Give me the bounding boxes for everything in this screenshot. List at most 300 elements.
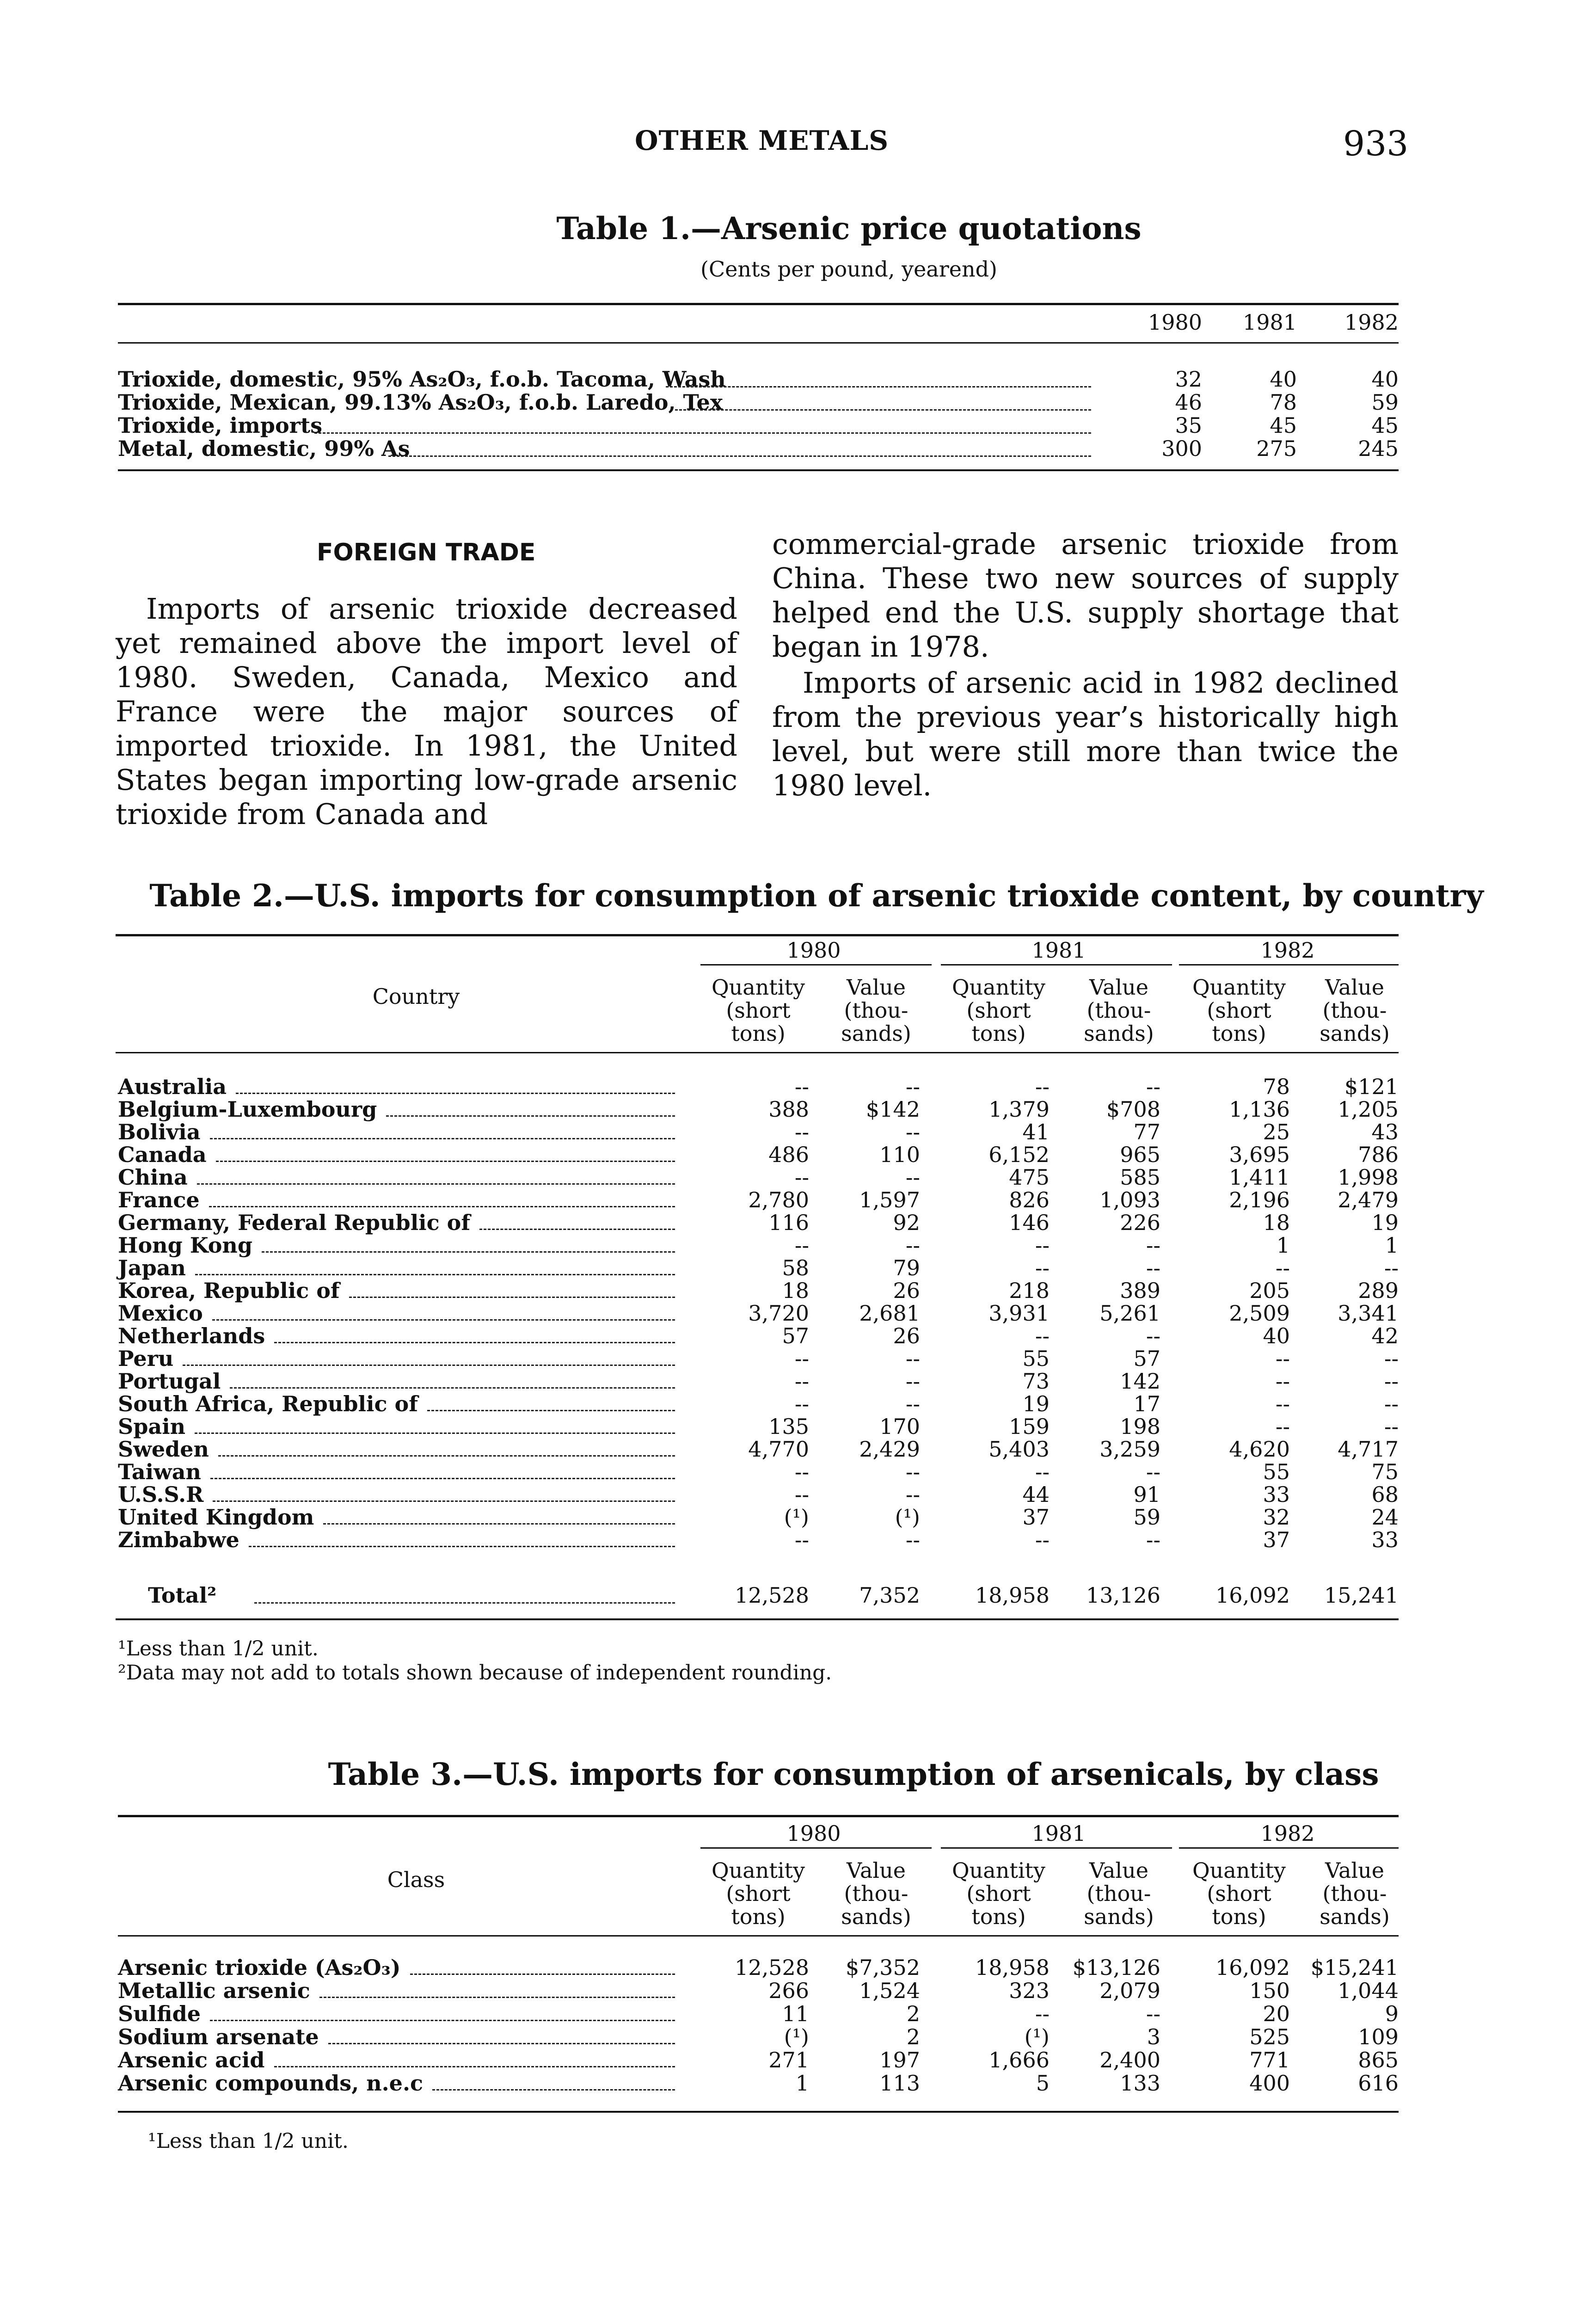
table2-cell: 1,411 — [1229, 1165, 1290, 1190]
table2-cell: 110 — [879, 1142, 920, 1167]
table2-leader — [230, 1387, 675, 1389]
table2-cell: 826 — [1009, 1187, 1050, 1212]
subheader-line: Quantity — [711, 975, 805, 1000]
table2-cell: -- — [1146, 1527, 1160, 1552]
table2-cell: 388 — [768, 1097, 809, 1122]
table2-cell: 17 — [1133, 1391, 1160, 1416]
table2-total-cell: 12,528 — [735, 1583, 809, 1608]
table1-cell: 45 — [1371, 413, 1399, 438]
table2-cell: 18 — [782, 1278, 809, 1303]
table1-leader — [675, 409, 1091, 411]
table2-row-label: France — [118, 1187, 200, 1212]
table3-cell: 323 — [1009, 1978, 1050, 2003]
table2-cell: 55 — [1263, 1459, 1290, 1484]
table2-cell: 42 — [1371, 1323, 1399, 1348]
subheader-line: Quantity — [1192, 975, 1286, 1000]
table2-cell: 218 — [1009, 1278, 1050, 1303]
table2-leader — [236, 1093, 675, 1094]
subheader-line: (short — [1207, 998, 1271, 1023]
table1-cell: 35 — [1175, 413, 1202, 438]
table3-year-rule-1981 — [941, 1847, 1172, 1849]
table3-year-1981: 1981 — [1031, 1821, 1086, 1846]
table2-cell: 91 — [1133, 1482, 1160, 1507]
table1-cell: 45 — [1270, 413, 1297, 438]
table2-cell: -- — [1035, 1233, 1050, 1258]
table2-cell: 41 — [1022, 1119, 1050, 1144]
table2-cell: 6,152 — [988, 1142, 1050, 1167]
table1-bottom-rule — [118, 469, 1399, 471]
table1-cell: 32 — [1175, 367, 1202, 392]
table2-leader — [213, 1500, 675, 1502]
table1-cell: 78 — [1270, 390, 1297, 415]
table3-year-rule-1980 — [700, 1847, 932, 1849]
table2-row-label: Sweden — [118, 1437, 209, 1462]
subheader-line: tons) — [731, 1021, 786, 1046]
table2-cell: -- — [905, 1391, 920, 1416]
table2-row-label: Mexico — [118, 1301, 203, 1326]
table2-cell: 58 — [782, 1255, 809, 1280]
subheader-line: Quantity — [951, 1858, 1046, 1883]
table3-row-label: Sulfide — [118, 2001, 201, 2026]
table3-year-rule-1982 — [1179, 1847, 1399, 1849]
table2-cell: -- — [1035, 1255, 1050, 1280]
table2-cell: -- — [794, 1346, 809, 1371]
table3-cell: 1,524 — [859, 1978, 920, 2003]
table2-cell: 198 — [1120, 1414, 1160, 1439]
table2-row-label: South Africa, Republic of — [118, 1391, 418, 1416]
table2-cell: 73 — [1022, 1369, 1050, 1394]
table1-cell: 40 — [1371, 367, 1399, 392]
table2-cell: 116 — [768, 1210, 809, 1235]
subheader-qty-1981 — [943, 1859, 1054, 1928]
table1-top-rule — [118, 303, 1399, 305]
table3-cell: (¹) — [784, 2024, 809, 2049]
table2-cell: -- — [905, 1165, 920, 1190]
table3-cell: 197 — [879, 2048, 920, 2072]
table2-cell: 2,780 — [748, 1187, 809, 1212]
table1-leader — [388, 455, 1091, 457]
subheader-line: (short — [726, 998, 791, 1023]
table2-total-cell: 18,958 — [975, 1583, 1050, 1608]
table2-cell: 18 — [1263, 1210, 1290, 1235]
subheader-line: Value — [847, 1858, 906, 1883]
table2-cell: 389 — [1120, 1278, 1160, 1303]
table3-cell: 2 — [906, 2024, 920, 2049]
table2-cell: -- — [1275, 1346, 1290, 1371]
table2-cell: 2,681 — [859, 1301, 920, 1326]
table2-cell: 68 — [1371, 1482, 1399, 1507]
table2-leader — [216, 1161, 675, 1162]
table2-cell: 1,379 — [988, 1097, 1050, 1122]
table2-bottom-rule — [116, 1618, 1399, 1620]
table1-cell: 40 — [1270, 367, 1297, 392]
table3-cell: 109 — [1358, 2024, 1399, 2049]
subheader-line: (thou- — [1322, 998, 1387, 1023]
table2-cell: 4,620 — [1229, 1437, 1290, 1462]
subheader-line: tons) — [1212, 1904, 1266, 1929]
table2-cell: -- — [794, 1482, 809, 1507]
table1-cell: 59 — [1371, 390, 1399, 415]
subheader-qty-1980 — [703, 1859, 814, 1928]
table2-cell: -- — [1146, 1074, 1160, 1099]
table2-cell: 78 — [1263, 1074, 1290, 1099]
table2-row-label: Hong Kong — [118, 1233, 253, 1258]
table2-cell: 25 — [1263, 1119, 1290, 1144]
table2-header-rule — [116, 1052, 1399, 1053]
table2-cell: $708 — [1106, 1097, 1160, 1122]
table2-total-cell: 7,352 — [859, 1583, 920, 1608]
table3-cell: 20 — [1263, 2001, 1290, 2026]
table3-cell: 1,044 — [1338, 1978, 1399, 2003]
table2-cell: -- — [1384, 1346, 1399, 1371]
table3-cell: 133 — [1120, 2071, 1160, 2096]
table2-footnote-2: ²Data may not add to totals shown because of independent rounding. — [118, 1661, 832, 1685]
table2-leader — [386, 1115, 675, 1117]
subheader-line: (short — [1207, 1881, 1271, 1906]
table2-row-label: Netherlands — [118, 1323, 265, 1348]
table2-cell: 92 — [893, 1210, 920, 1235]
table2-total-cell: 15,241 — [1324, 1583, 1399, 1608]
table2-cell: -- — [1146, 1233, 1160, 1258]
subheader-qty-1981 — [943, 976, 1054, 1045]
table3-cell: 5 — [1036, 2071, 1050, 2096]
table2-cell: 205 — [1249, 1278, 1290, 1303]
subheader-line: sands) — [1084, 1021, 1154, 1046]
table1-leader — [666, 386, 1091, 387]
table2-leader — [218, 1455, 675, 1457]
table3-cell: 525 — [1249, 2024, 1290, 2049]
table2-cell: 146 — [1009, 1210, 1050, 1235]
table2-year-rule-1982 — [1179, 964, 1399, 965]
table3-row-label: Arsenic trioxide (As₂O₃) — [118, 1955, 401, 1980]
subheader-line: Quantity — [711, 1858, 805, 1883]
table3-cell: 1 — [795, 2071, 809, 2096]
table1-cell: 46 — [1175, 390, 1202, 415]
table2-cell: -- — [905, 1369, 920, 1394]
table2-row-label: Canada — [118, 1142, 207, 1167]
table2-cell: -- — [905, 1482, 920, 1507]
table2-cell: -- — [1384, 1369, 1399, 1394]
table3-cell: 271 — [768, 2048, 809, 2072]
table2-total-leader — [254, 1602, 675, 1604]
table2-cell: 226 — [1120, 1210, 1160, 1235]
table2-top-rule — [116, 934, 1399, 936]
table2-cell: -- — [794, 1391, 809, 1416]
table2-cell: -- — [1384, 1255, 1399, 1280]
subheader-line: (short — [726, 1881, 791, 1906]
table2-cell: -- — [794, 1165, 809, 1190]
table2-leader — [249, 1546, 675, 1547]
table2-cell: 1,998 — [1338, 1165, 1399, 1190]
table2-cell: -- — [1275, 1391, 1290, 1416]
table2-footnote-1: ¹Less than 1/2 unit. — [118, 1637, 319, 1660]
table2-cell: 486 — [768, 1142, 809, 1167]
table2-cell: -- — [1035, 1527, 1050, 1552]
table3-leader — [274, 2066, 675, 2067]
table3-cell: 9 — [1385, 2001, 1399, 2026]
table3-cell: 616 — [1358, 2071, 1399, 2096]
table2-cell: -- — [905, 1233, 920, 1258]
table2-cell: 786 — [1358, 1142, 1399, 1167]
table2-leader — [197, 1183, 675, 1185]
table2-cell: -- — [794, 1233, 809, 1258]
table3-bottom-rule — [118, 2111, 1399, 2113]
table1-row-label: Metal, domestic, 99% As — [118, 436, 410, 461]
subheader-line: (short — [966, 998, 1031, 1023]
table2-cell: 2,479 — [1338, 1187, 1399, 1212]
table2-leader — [479, 1229, 675, 1230]
table2-cell: 57 — [1133, 1346, 1160, 1371]
table2-cell: 19 — [1371, 1210, 1399, 1235]
table1-subtitle: (Cents per pound, yearend) — [700, 257, 997, 282]
subheader-line: Value — [1325, 1858, 1384, 1883]
subheader-value-1981 — [1073, 1859, 1165, 1928]
table2-cell: 1,136 — [1229, 1097, 1290, 1122]
subheader-qty-1980 — [703, 976, 814, 1045]
table2-leader — [210, 1478, 675, 1479]
table3-cell: -- — [1035, 2001, 1050, 2026]
table2-leader — [427, 1410, 675, 1411]
table2-cell: 965 — [1120, 1142, 1160, 1167]
table2-cell: -- — [1146, 1255, 1160, 1280]
table2-cell: 585 — [1120, 1165, 1160, 1190]
table3-footnote-1: ¹Less than 1/2 unit. — [148, 2129, 349, 2153]
table3-cell: 12,528 — [735, 1955, 809, 1980]
table2-cell: -- — [1275, 1255, 1290, 1280]
subheader-value-1982 — [1308, 1859, 1401, 1928]
subheader-value-1980 — [830, 976, 922, 1045]
subheader-line: sands) — [1320, 1904, 1390, 1929]
table2-cell: 4,717 — [1338, 1437, 1399, 1462]
table2-cell: (¹) — [895, 1505, 920, 1530]
table2-cell: (¹) — [784, 1505, 809, 1530]
table2-row-label: Spain — [118, 1414, 186, 1439]
table2-leader — [195, 1433, 675, 1434]
table2-cell: 77 — [1133, 1119, 1160, 1144]
table2-cell: 1 — [1276, 1233, 1290, 1258]
table2-cell: 32 — [1263, 1505, 1290, 1530]
subheader-line: sands) — [841, 1021, 911, 1046]
table1-title: Table 1.—Arsenic price quotations — [556, 210, 1142, 246]
table2-cell: 170 — [879, 1414, 920, 1439]
subheader-line: (thou- — [1087, 998, 1151, 1023]
subheader-line: Value — [1325, 975, 1384, 1000]
subheader-line: tons) — [731, 1904, 786, 1929]
table1-cell: 275 — [1256, 436, 1297, 461]
table1-year-1981: 1981 — [1242, 310, 1297, 335]
table2-cell: 37 — [1263, 1527, 1290, 1552]
table2-title: Table 2.—U.S. imports for consumption of arsenic trioxide content, by country — [149, 878, 1484, 914]
table2-year-1982: 1982 — [1260, 938, 1315, 963]
table2-cell: -- — [905, 1074, 920, 1099]
table3-leader — [210, 2020, 675, 2021]
table2-cell: 475 — [1009, 1165, 1050, 1190]
table2-cell: 1,205 — [1338, 1097, 1399, 1122]
subheader-line: (short — [966, 1881, 1031, 1906]
table2-total-cell: 16,092 — [1215, 1583, 1290, 1608]
table2-cell: -- — [905, 1346, 920, 1371]
table3-leader — [432, 2089, 675, 2091]
table2-cell: 289 — [1358, 1278, 1399, 1303]
table2-cell: -- — [794, 1074, 809, 1099]
table2-row-label: China — [118, 1165, 188, 1190]
table2-total-label: Total² — [148, 1583, 217, 1608]
table3-year-1980: 1980 — [786, 1821, 841, 1846]
table2-cell: -- — [1146, 1323, 1160, 1348]
table1-year-1982: 1982 — [1344, 310, 1399, 335]
table2-cell: -- — [794, 1369, 809, 1394]
subheader-line: sands) — [1084, 1904, 1154, 1929]
table2-leader — [274, 1342, 675, 1343]
table2-cell: -- — [794, 1527, 809, 1552]
table1-year-1980: 1980 — [1148, 310, 1202, 335]
table1-leader — [314, 432, 1091, 434]
section-heading: FOREIGN TRADE — [317, 539, 536, 566]
table3-cell: 113 — [879, 2071, 920, 2096]
table3-cell: 2,400 — [1099, 2048, 1160, 2072]
table1-row-label: Trioxide, domestic, 95% As₂O₃, f.o.b. Tacoma, Wash — [118, 367, 726, 392]
table2-row-label: Zimbabwe — [118, 1527, 239, 1552]
table2-cell: -- — [1275, 1414, 1290, 1439]
table1-row-label: Trioxide, imports — [118, 413, 323, 438]
table2-row-label: Germany, Federal Republic of — [118, 1210, 471, 1235]
table2-cell: 3,341 — [1338, 1301, 1399, 1326]
table2-cell: 2,429 — [859, 1437, 920, 1462]
table2-row-label: United Kingdom — [118, 1505, 314, 1530]
table2-row-label: Bolivia — [118, 1119, 201, 1144]
table3-cell: 771 — [1249, 2048, 1290, 2072]
table2-leader — [183, 1365, 675, 1366]
table2-cell: 3,259 — [1099, 1437, 1160, 1462]
table2-cell: 57 — [782, 1323, 809, 1348]
table2-cell: 26 — [893, 1278, 920, 1303]
table3-row-label: Arsenic acid — [118, 2048, 265, 2072]
table2-cell: -- — [794, 1459, 809, 1484]
table2-row-label: Belgium-Luxembourg — [118, 1097, 377, 1122]
table1-cell: 300 — [1161, 436, 1202, 461]
table3-year-1982: 1982 — [1260, 1821, 1315, 1846]
table3-cell: 3 — [1147, 2024, 1160, 2049]
table2-cell: 33 — [1371, 1527, 1399, 1552]
table2-cell: 5,403 — [988, 1437, 1050, 1462]
table2-year-rule-1980 — [700, 964, 932, 965]
table2-cell: 1 — [1385, 1233, 1399, 1258]
subheader-qty-1982 — [1184, 976, 1295, 1045]
table3-row-label: Metallic arsenic — [118, 1978, 310, 2003]
table3-cell: 865 — [1358, 2048, 1399, 2072]
subheader-line: Value — [1089, 975, 1148, 1000]
table2-cell: -- — [794, 1119, 809, 1144]
table3-cell: 2 — [906, 2001, 920, 2026]
table1-row-label: Trioxide, Mexican, 99.13% As₂O₃, f.o.b. Laredo, Tex — [118, 390, 723, 415]
table2-cell: 2,196 — [1229, 1187, 1290, 1212]
table2-year-1981: 1981 — [1031, 938, 1086, 963]
subheader-line: (thou- — [844, 998, 908, 1023]
table2-cell: 2,509 — [1229, 1301, 1290, 1326]
table3-cell: $13,126 — [1072, 1955, 1160, 1980]
table3-cell: 266 — [768, 1978, 809, 2003]
subheader-line: sands) — [1320, 1021, 1390, 1046]
table2-year-rule-1981 — [941, 964, 1172, 965]
table3-row-label: Arsenic compounds, n.e.c — [118, 2071, 423, 2096]
subheader-line: Quantity — [1192, 1858, 1286, 1883]
table3-leader — [410, 1974, 675, 1975]
table3-row-label: Sodium arsenate — [118, 2024, 319, 2049]
table3-cell: $15,241 — [1310, 1955, 1399, 1980]
foreign-trade-left-column: Imports of arsenic trioxide decreased yet remained above the import level of 1980. Sweden, Canada, Mexico and France were the major sources of imported trioxide. In 1981, the United States began importing low-grade arsenic trioxide from Canada and — [116, 592, 737, 831]
table2-cell: 59 — [1133, 1505, 1160, 1530]
table2-cell: 1,093 — [1099, 1187, 1160, 1212]
subheader-line: sands) — [841, 1904, 911, 1929]
table2-cell: -- — [1384, 1391, 1399, 1416]
table2-leader — [262, 1251, 675, 1253]
table2-cell: 19 — [1022, 1391, 1050, 1416]
table2-cell: 55 — [1022, 1346, 1050, 1371]
table3-cell: 1,666 — [988, 2048, 1050, 2072]
table2-cell: 135 — [768, 1414, 809, 1439]
table3-cell: 11 — [782, 2001, 809, 2026]
subheader-line: (thou- — [844, 1881, 908, 1906]
table3-cell: -- — [1146, 2001, 1160, 2026]
table2-cell: 33 — [1263, 1482, 1290, 1507]
table3-cell: 400 — [1249, 2071, 1290, 2096]
table2-cell: 1,597 — [859, 1187, 920, 1212]
subheader-line: (thou- — [1322, 1881, 1387, 1906]
subheader-line: tons) — [971, 1904, 1026, 1929]
table2-row-label: Peru — [118, 1346, 174, 1371]
table2-cell: 3,720 — [748, 1301, 809, 1326]
table2-cell: 159 — [1009, 1414, 1050, 1439]
subheader-line: Value — [1089, 1858, 1148, 1883]
running-head: OTHER METALS — [635, 125, 889, 156]
table2-cell: -- — [905, 1119, 920, 1144]
table3-cell: 18,958 — [975, 1955, 1050, 1980]
table3-top-rule — [118, 1815, 1399, 1817]
table2-cell: 5,261 — [1099, 1301, 1160, 1326]
table2-column-header: Country — [372, 984, 460, 1009]
subheader-line: (thou- — [1087, 1881, 1151, 1906]
table3-leader — [328, 2043, 675, 2044]
table2-cell: -- — [905, 1459, 920, 1484]
table2-cell: -- — [1146, 1459, 1160, 1484]
table2-cell: $142 — [866, 1097, 920, 1122]
subheader-value-1980 — [830, 1859, 922, 1928]
table2-row-label: U.S.S.R — [118, 1482, 204, 1507]
table3-cell: 2,079 — [1099, 1978, 1160, 2003]
table2-total-cell: 13,126 — [1086, 1583, 1160, 1608]
table2-row-label: Japan — [118, 1255, 186, 1280]
foreign-trade-right-column-p2: Imports of arsenic acid in 1982 declined from the previous year’s historically high level, but were still more than twice the 1980 level. — [772, 666, 1399, 802]
table2-leader — [209, 1206, 675, 1207]
subheader-line: tons) — [1212, 1021, 1266, 1046]
subheader-line: Quantity — [951, 975, 1046, 1000]
table2-cell: 37 — [1022, 1505, 1050, 1530]
table3-title: Table 3.—U.S. imports for consumption of arsenicals, by class — [328, 1756, 1379, 1792]
table2-year-1980: 1980 — [786, 938, 841, 963]
table2-row-label: Taiwan — [118, 1459, 201, 1484]
table2-cell: 43 — [1371, 1119, 1399, 1144]
table2-cell: 75 — [1371, 1459, 1399, 1484]
table2-cell: -- — [1035, 1459, 1050, 1484]
table2-cell: 79 — [893, 1255, 920, 1280]
table2-leader — [349, 1297, 675, 1298]
table2-row-label: Korea, Republic of — [118, 1278, 340, 1303]
table2-cell: 40 — [1263, 1323, 1290, 1348]
table2-cell: 3,695 — [1229, 1142, 1290, 1167]
table3-header-rule — [118, 1935, 1399, 1937]
table2-row-label: Australia — [118, 1074, 227, 1099]
foreign-trade-right-column-p1: commercial-grade arsenic trioxide from China. These two new sources of supply helped end the U.S. supply shortage that began in 1978. — [772, 527, 1399, 664]
